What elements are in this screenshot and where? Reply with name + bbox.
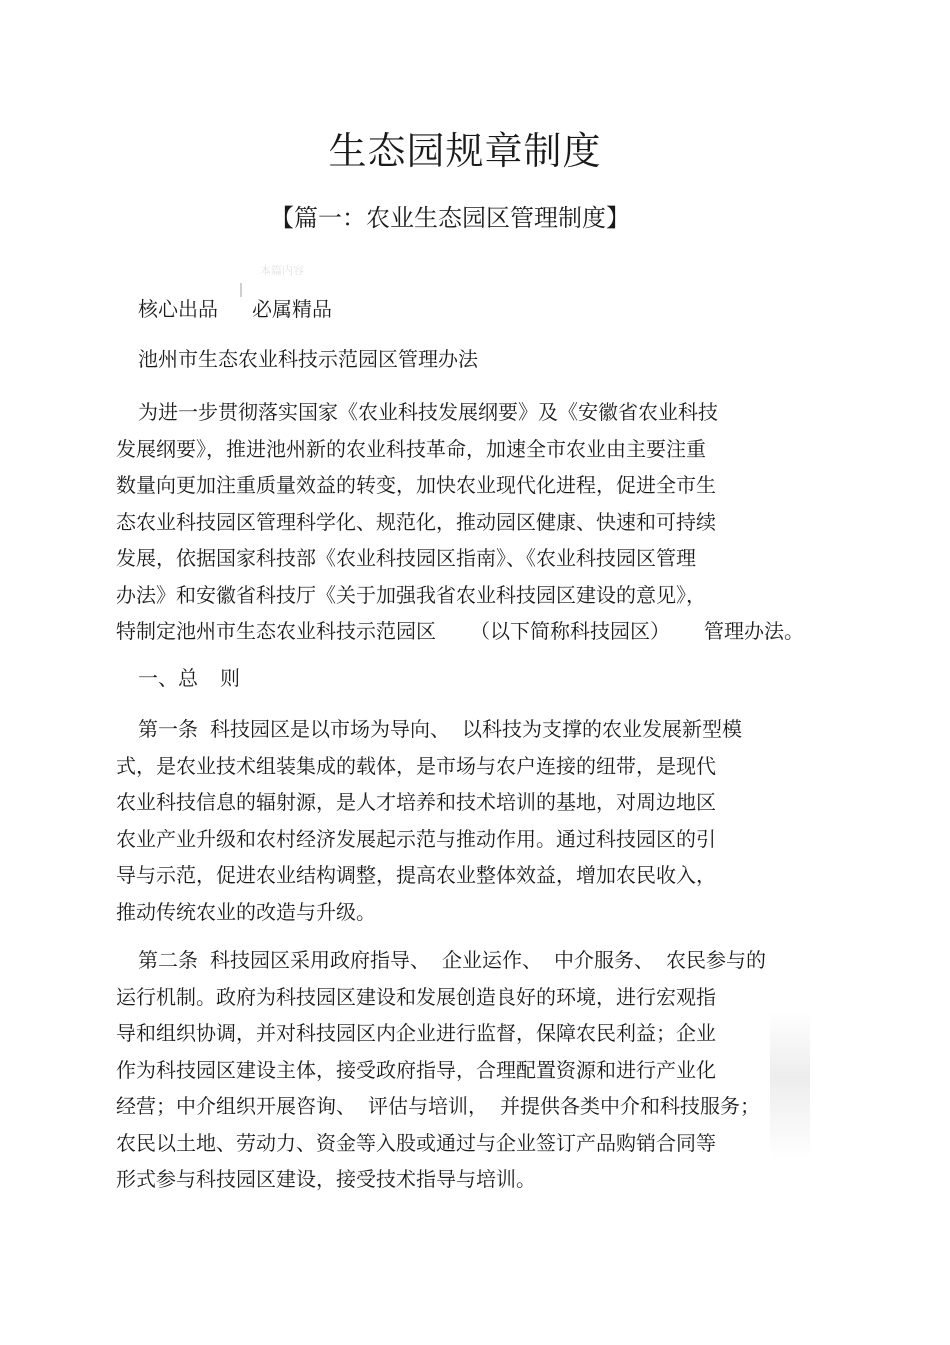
tag-fine-product: 必属精品 xyxy=(252,297,332,321)
paragraph-line: 态农业科技园区管理科学化、规范化，推动园区健康、快速和可持续 xyxy=(116,509,716,534)
paragraph-line: 为进一步贯彻落实国家《农业科技发展纲要》及《安徽省农业科技 xyxy=(138,400,718,424)
section-subtitle: 【篇一：农业生态园区管理制度】 xyxy=(270,204,630,232)
paragraph-line: 发展，依据国家科技部《农业科技园区指南》、《农业科技园区管理 xyxy=(116,546,696,570)
text-segment: 并提供各类中介和科技服务； xyxy=(500,1094,760,1118)
text-segment: 企业运作、 xyxy=(442,948,542,972)
text-segment: 管理办法。 xyxy=(704,619,804,643)
paragraph-line: 导与示范，促进农业结构调整，提高农业整体效益，增加农民收入， xyxy=(116,863,716,887)
paragraph-line: 运行机制。政府为科技园区建设和发展创造良好的环境，进行宏观指 xyxy=(116,984,716,1009)
paragraph-line: 作为科技园区建设主体，接受政府指导，合理配置资源和进行产业化 xyxy=(116,1057,716,1082)
paragraph-line: 农民以土地、劳动力、资金等入股或通过与企业签订产品购销合同等 xyxy=(116,1130,716,1155)
section-word: 则 xyxy=(220,666,240,690)
text-segment: 以科技为支撑的农业发展新型模 xyxy=(462,717,742,741)
paragraph-line: 农业产业升级和农村经济发展起示范与推动作用。通过科技园区的引 xyxy=(116,826,716,851)
tag-line xyxy=(138,295,332,323)
paragraph-line xyxy=(116,711,836,748)
text-segment: 农民参与的 xyxy=(666,948,766,972)
text-segment: 评估与培训， xyxy=(368,1094,488,1118)
paragraph-line: 导和组织协调，并对科技园区内企业进行监督，保障农民利益；企业 xyxy=(116,1021,716,1045)
text-segment: 科技园区是以市场为导向、 xyxy=(210,717,450,741)
paragraph-line: 办法》和安徽省科技厅《关于加强我省农业科技园区建设的意见》， xyxy=(116,582,706,607)
paragraph-line: 形式参与科技园区建设，接受技术指导与培训。 xyxy=(116,1167,536,1191)
article-1-paragraph xyxy=(116,711,836,930)
faint-watermark-text: 本篇内容 xyxy=(260,264,304,277)
text-segment: 经营；中介组织开展咨询、 xyxy=(116,1094,356,1118)
text-segment: 科技园区采用政府指导、 xyxy=(210,948,430,972)
scan-artifact xyxy=(770,1010,810,1160)
paragraph-line xyxy=(116,1088,836,1125)
article-2-paragraph xyxy=(116,942,836,1198)
text-segment: 特制定池州市生态农业科技示范园区 xyxy=(116,619,436,643)
article-label: 第一条 xyxy=(138,717,198,741)
section-number: 一、总 xyxy=(138,666,198,690)
paragraph-line: 农业科技信息的辐射源，是人才培养和技术培训的基地，对周边地区 xyxy=(116,790,716,814)
page-title: 生态园规章制度 xyxy=(328,129,602,173)
paragraph-line: 推动传统农业的改造与升级。 xyxy=(116,899,376,924)
paragraph-line: 数量向更加注重质量效益的转变，加快农业现代化进程，促进全市生 xyxy=(116,473,716,497)
tag-core-product: 核心出品 xyxy=(138,297,218,321)
paragraph-line xyxy=(116,942,836,979)
document-title: 池州市生态农业科技示范园区管理办法 xyxy=(138,347,478,371)
text-segment: （以下简称科技园区） xyxy=(470,619,670,643)
paragraph-line: 发展纲要》，推进池州新的农业科技革命，加速全市农业由主要注重 xyxy=(116,436,706,461)
text-segment: 中介服务、 xyxy=(554,948,654,972)
paragraph-line: 式，是农业技术组装集成的载体，是市场与农户连接的纽带，是现代 xyxy=(116,753,716,778)
paragraph-line xyxy=(116,613,836,650)
section-heading-general xyxy=(138,664,240,692)
article-label: 第二条 xyxy=(138,948,198,972)
intro-paragraph xyxy=(116,394,836,650)
